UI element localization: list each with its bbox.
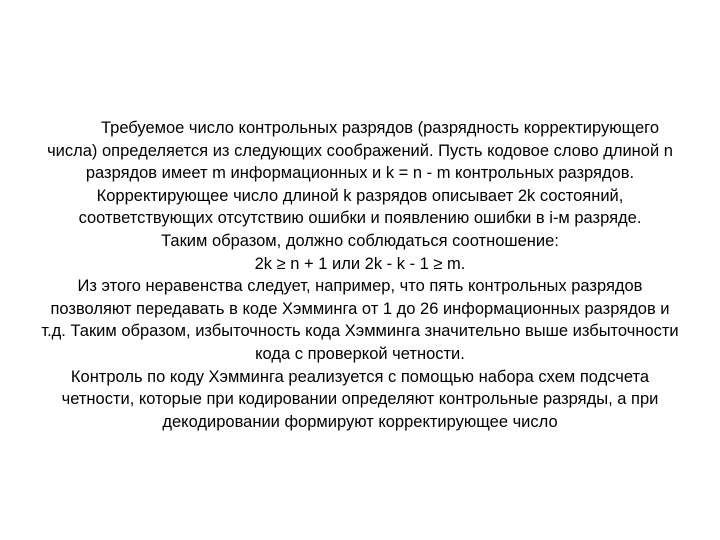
body-text: [0, 117, 720, 433]
text-line: числа) определяется из следующих соображений. Пусть кодовое слово длиной n: [47, 141, 673, 160]
text-line: разрядов имеет m информационных и k = n - m контрольных разрядов.: [85, 164, 635, 183]
text-line: Требуемое число контрольных разрядов (разрядность корректирующего: [100, 119, 659, 137]
text-line: т.д. Таким образом, избыточность кода Хэмминга значительно выше избыточности: [41, 322, 679, 341]
formula-line: 2k ≥ n + 1 или 2k - k - 1 ≥ m.: [254, 254, 466, 273]
text-line: Контроль по коду Хэмминга реализуется с помощью набора схем подсчета: [70, 367, 650, 386]
text-line: четности, которые при кодировании определяют контрольные разряды, а при: [61, 390, 659, 409]
text-line: соответствующих отсутствию ошибки и появлению ошибки в i-м разряде.: [78, 209, 642, 228]
text-line: Из этого неравенства следует, например, что пять контрольных разрядов: [77, 277, 643, 296]
text-line: Таким образом, должно соблюдаться соотношение:: [161, 231, 559, 250]
text-line: кода с проверкой четности.: [255, 344, 465, 363]
text-line: Корректирующее число длиной k разрядов описывает 2k состояний,: [96, 186, 624, 205]
text-line: декодировании формируют корректирующее число: [162, 412, 558, 431]
text-line: позволяют передавать в коде Хэмминга от 1 до 26 информационных разрядов и: [50, 299, 670, 318]
